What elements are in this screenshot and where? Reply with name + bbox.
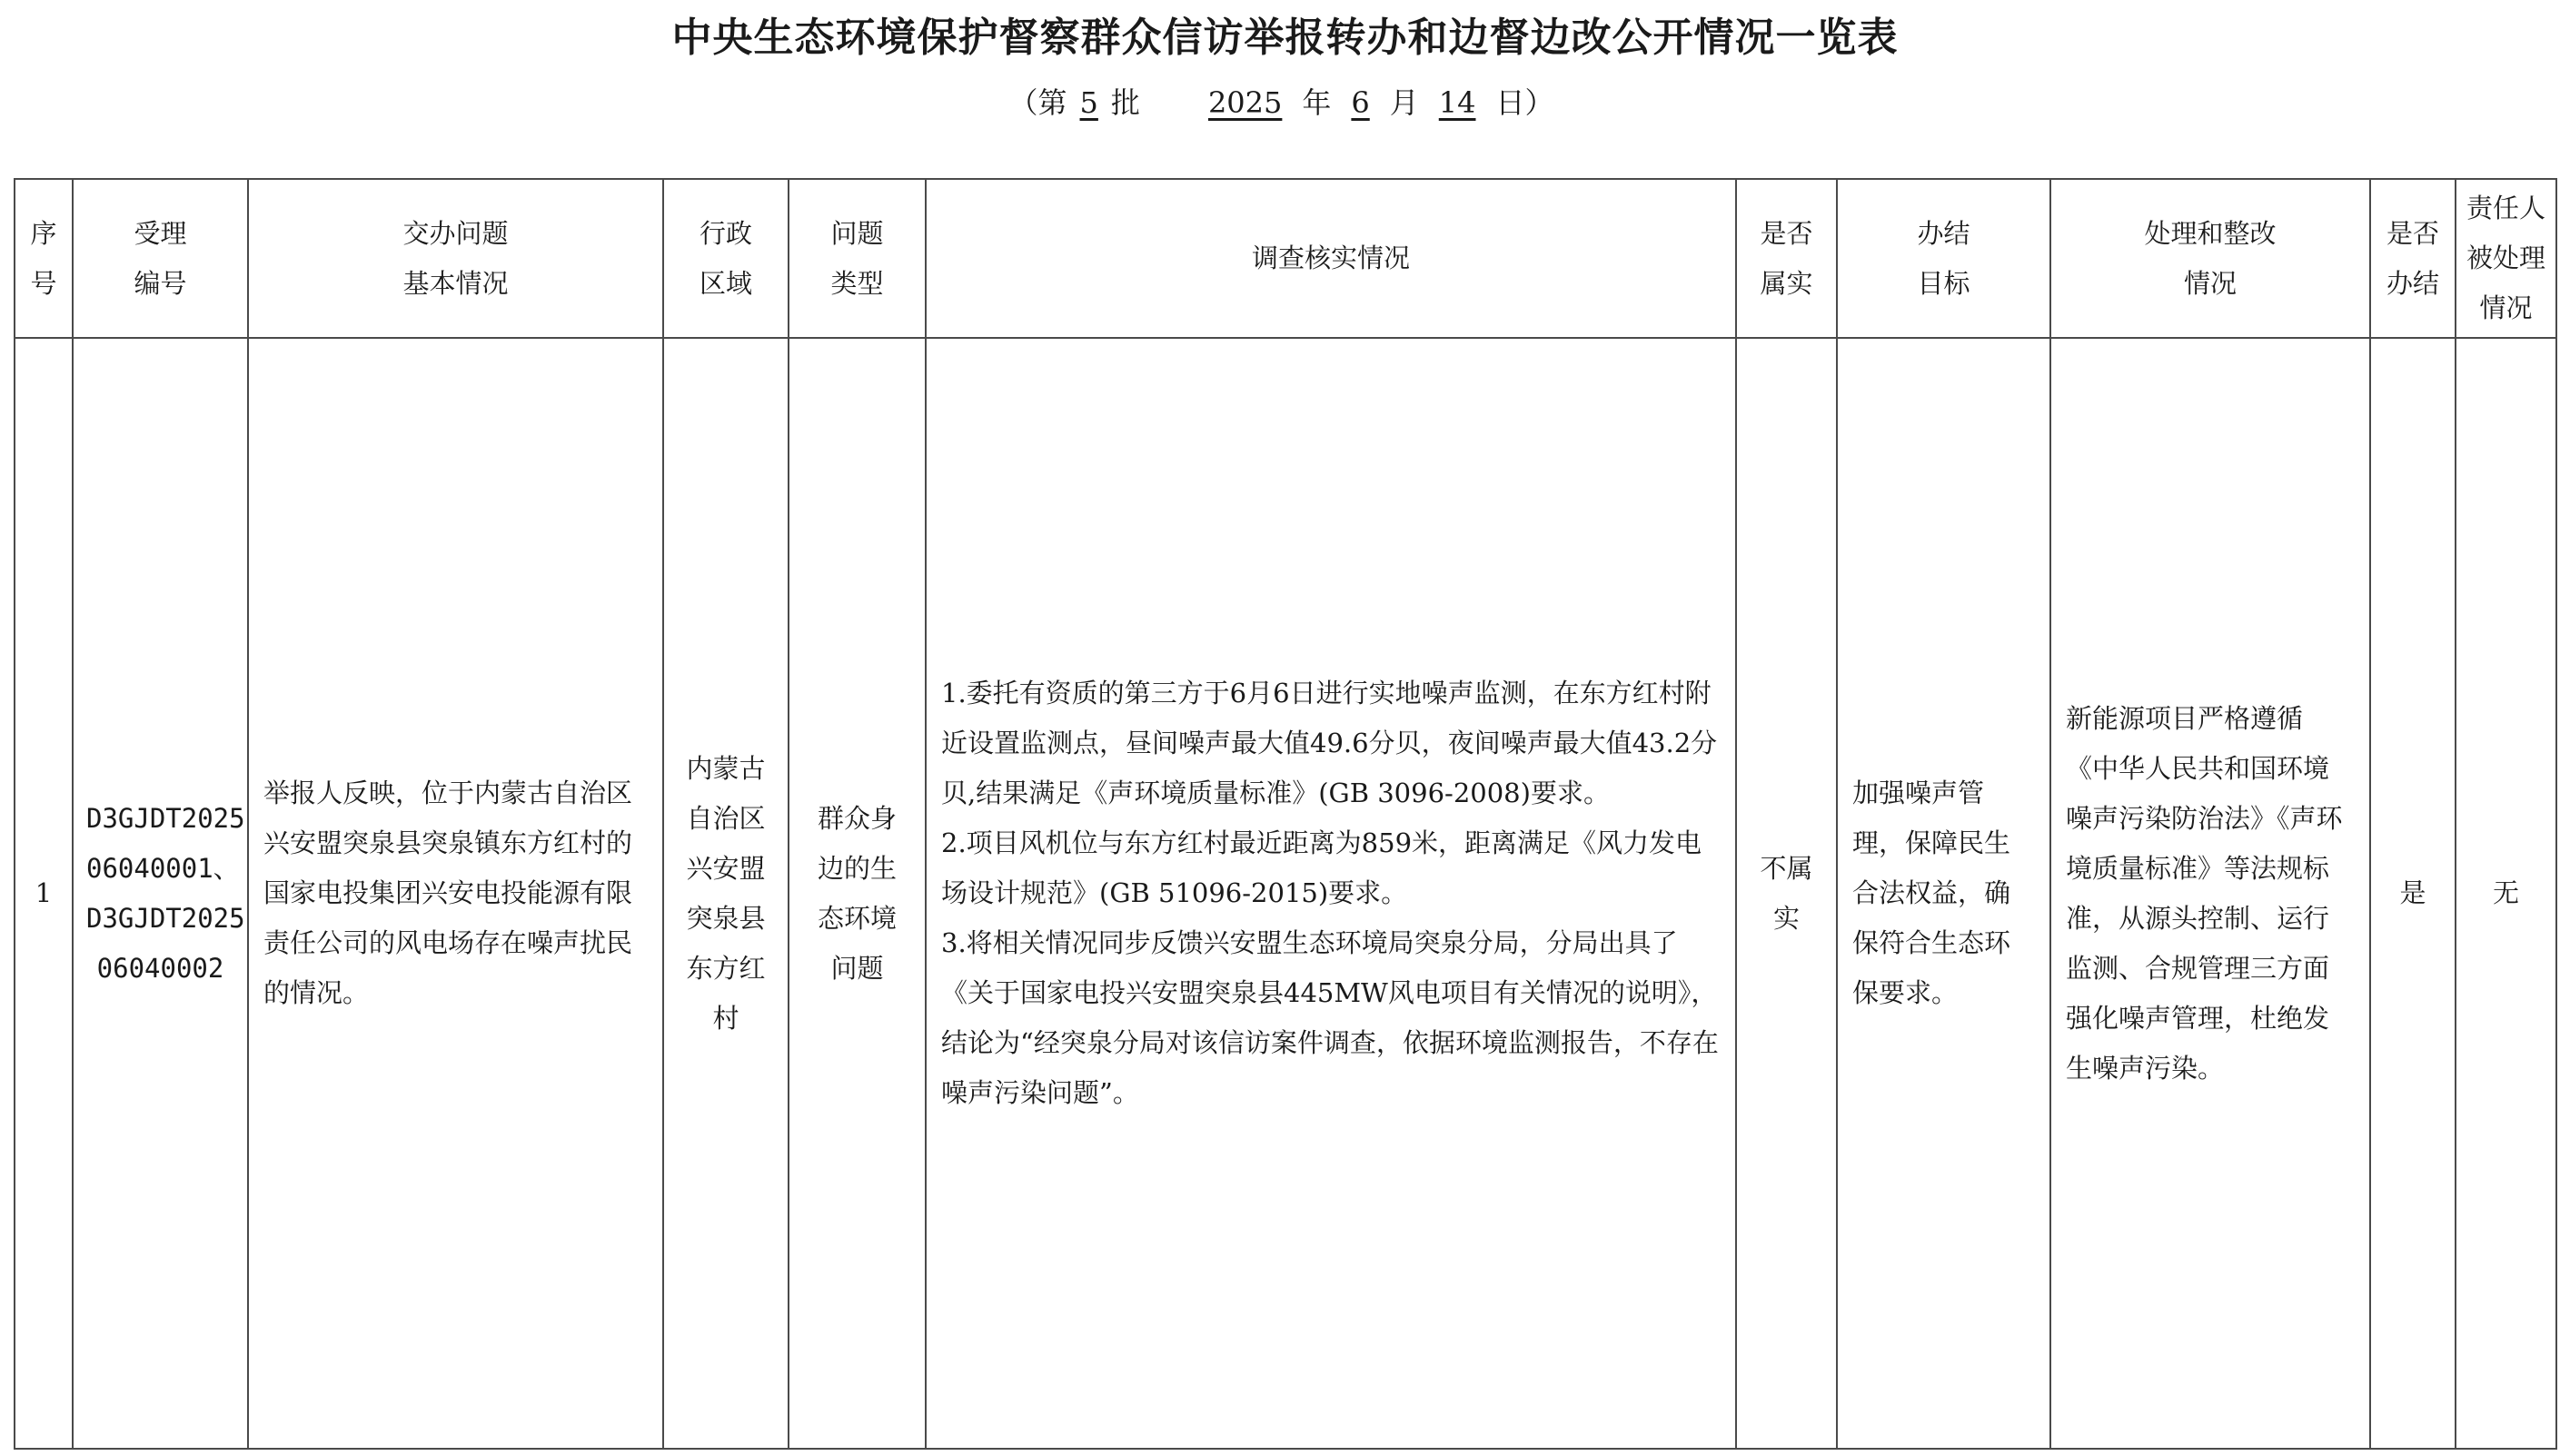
- header-goal: 办结 目标: [1837, 179, 2050, 338]
- page-title: 中央生态环境保护督察群众信访举报转办和边督边改公开情况一览表: [671, 15, 1899, 61]
- disclosure-table: [14, 178, 2557, 1450]
- header-issue-summary: 交办问题 基本情况: [248, 179, 663, 338]
- header-issue-type: 问题 类型: [789, 179, 926, 338]
- year-value: 2025: [1207, 85, 1283, 120]
- batch-number: 5: [1079, 85, 1098, 120]
- cell-investigation: [926, 338, 1736, 1449]
- day-value: 14: [1438, 85, 1476, 120]
- batch-suffix: 批: [1110, 85, 1140, 120]
- cell-issue-type: 群众身 边的生 态环境 问题: [789, 338, 926, 1449]
- header-closed: 是否 办结: [2370, 179, 2456, 338]
- investigation-item-2: 2.项目风机位与东方红村最近距离为859米，距离满足《风力发电场设计规范》(GB 51096-2015)要求。: [941, 827, 1702, 908]
- month-suffix: 月: [1389, 85, 1419, 120]
- month-value: 6: [1351, 85, 1370, 120]
- open-paren: （: [1008, 85, 1038, 120]
- cell-seq: 1: [15, 338, 73, 1449]
- cell-accountability: 无: [2456, 338, 2556, 1449]
- header-investigation: 调查核实情况: [926, 179, 1736, 338]
- header-seq: 序 号: [15, 179, 73, 338]
- cell-goal: 加强噪声管理，保障民生合法权益，确保符合生态环保要求。: [1837, 338, 2050, 1449]
- investigation-item-3: 3.将相关情况同步反馈兴安盟生态环境局突泉分局，分局出具了《关于国家电投兴安盟突泉县445MW风电项目有关情况的说明》，结论为“经突泉分局对该信访案件调查，依据环境监测报告，不存在噪声污染问题”。: [941, 927, 1719, 1108]
- batch-date-line: [0, 80, 2570, 125]
- cell-case-number: D3GJDT2025 06040001、 D3GJDT2025 06040002: [73, 338, 248, 1449]
- header-region: 行政 区域: [663, 179, 789, 338]
- cell-handling: 新能源项目严格遵循《中华人民共和国环境噪声污染防治法》《声环境质量标准》等法规标准，从源头控制、运行监测、合规管理三方面强化噪声管理，杜绝发生噪声污染。: [2050, 338, 2370, 1449]
- header-is-true: 是否 属实: [1736, 179, 1837, 338]
- header-handling: 处理和整改 情况: [2050, 179, 2370, 338]
- cell-is-true: 不属 实: [1736, 338, 1837, 1449]
- batch-prefix: 第: [1037, 85, 1067, 120]
- table-row: [15, 338, 2556, 1449]
- investigation-item-1: 1.委托有资质的第三方于6月6日进行实地噪声监测，在东方红村附近设置监测点，昼间噪声最大值49.6分贝，夜间噪声最大值43.2分贝,结果满足《声环境质量标准》(GB 3096-2008)要求。: [941, 678, 1718, 808]
- header-accountability: 责任人 被处理 情况: [2456, 179, 2556, 338]
- cell-issue-summary: 举报人反映，位于内蒙古自治区兴安盟突泉县突泉镇东方红村的国家电投集团兴安电投能源有限责任公司的风电场存在噪声扰民的情况。: [248, 338, 663, 1449]
- table-header-row: [15, 179, 2556, 338]
- header-case-number: 受理 编号: [73, 179, 248, 338]
- cell-closed: 是: [2370, 338, 2456, 1449]
- year-suffix: 年: [1302, 85, 1332, 120]
- cell-region: 内蒙古 自治区 兴安盟 突泉县 东方红 村: [663, 338, 789, 1449]
- day-suffix: 日）: [1495, 85, 1554, 120]
